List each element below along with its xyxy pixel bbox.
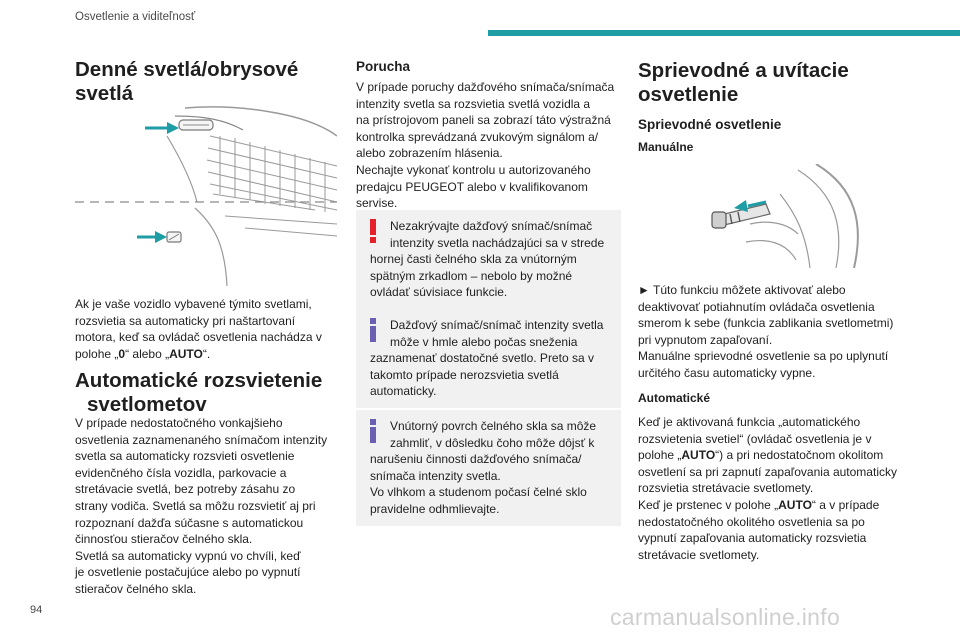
heading-automatic: Automatické [638,391,711,405]
watermark: carmanualsonline.info [610,604,841,630]
heading-malfunction: Porucha [356,59,411,74]
heading-guide-me-home-lighting: Sprievodné osvetlenie [638,117,782,132]
section-title-auto-headlights: Automatické rozsvietenie svetlometov [75,369,323,416]
section-title-daytime-lights: Denné svetlá/obrysové svetlá [75,58,299,105]
exclamation-warning-icon [365,218,381,244]
info-icon [365,418,381,444]
manual-guide-text: ► Túto funkciu môžete aktivovať alebo deaktivovať potiahnutím ovládača osvetlenia smerom k sebe (funkcia zablikania svetlometmi) pri vypnutom zapaľovaní. Manuálne sprievodné osvetlenie sa po uplynutí určitého času automaticky vypne. [638,283,894,380]
page-number: 94 [30,604,43,616]
lighting-stalk-illustration [686,164,864,268]
info-note-fog-snow: Dažďový snímač/snímač intenzity svetla môže v hmle alebo počas sneženia zaznamenať dostatočné svetlo. Preto sa v takomto prípade nerozsvietia svetlá automaticky. [356,309,621,408]
automatic-guide-text: Keď je aktivovaná funkcia „automatického rozsvietenia svetiel“ (ovládač osvetlenia je v polohe „AUTO“) a pri nedostatočnom okolitom osvetlení sa pri zapnutí zapaľovania automaticky rozsvietia stretávacie svetlomety. Keď je prstenec v polohe „AUTO“ a v prípade nedostatočného okolitého osvetlenia sa po vypnutí zapaľovania automaticky rozsvietia stretávacie svetlomety. [638,415,897,562]
section-title-guide-me-home: Sprievodné a uvítacie osvetlenie [638,59,849,106]
auto-headlights-text: V prípade nedostatočného vonkajšieho osvetlenia zaznamenaného snímačom intenzity svetla sa automaticky rozsvieti osvetlenie evidenčného čísla vozidla, parkovacie a stretávacie svetlá, bez potreby zásahu zo strany vodiča. Svetlá sa môžu rozsvietiť aj pri rozpoznaní dažďa súčasne s automatickou činnosťou stieračov čelného skla. Svetlá sa automaticky vypnú vo chvíli, keď je osvetlenie postačujúce alebo po vypnutí stieračov čelného skla. [75,416,328,596]
info-icon [365,317,381,343]
heading-manual: Manuálne [638,140,694,154]
daytime-lights-illustration [75,106,337,286]
malfunction-text: V prípade poruchy dažďového snímača/snímača intenzity svetla sa rozsvietia svetlá vozidla a na prístrojovom paneli sa zobrazí táto výstražná kontrolka sprevádzaná zvukovým signálom a/ alebo zobrazením hlásenia. Nechajte vykonať kontrolu u autorizovaného predajcu PEUGEOT alebo v kvalifikovanom servise. [356,80,615,211]
header-title: Osvetlenie a viditeľnosť [75,11,196,23]
info-note-windscreen: Vnútorný povrch čelného skla sa môže zahmliť, v dôsledku čoho môže dôjsť k narušeniu činnosti dažďového snímača/ snímača intenzity svetla. Vo vlhkom a studenom počasí čelné sklo pravidelne odhmlievajte. [356,410,621,526]
header-accent-bar [488,30,960,36]
warning-note: Nezakrývajte dažďový snímač/snímač intenzity svetla nachádzajúci sa v strede hornej časti čelného skla za vnútorným spätným zrkadlom – nebolo by možné ovládať súvisiace funkcie. [356,210,621,309]
daytime-lights-text: Ak je vaše vozidlo vybavené týmito svetlami, rozsvietia sa automaticky pri naštartovaní motora, keď sa ovládač osvetlenia nachádza v polohe „0“ alebo „AUTO“. [75,297,322,361]
